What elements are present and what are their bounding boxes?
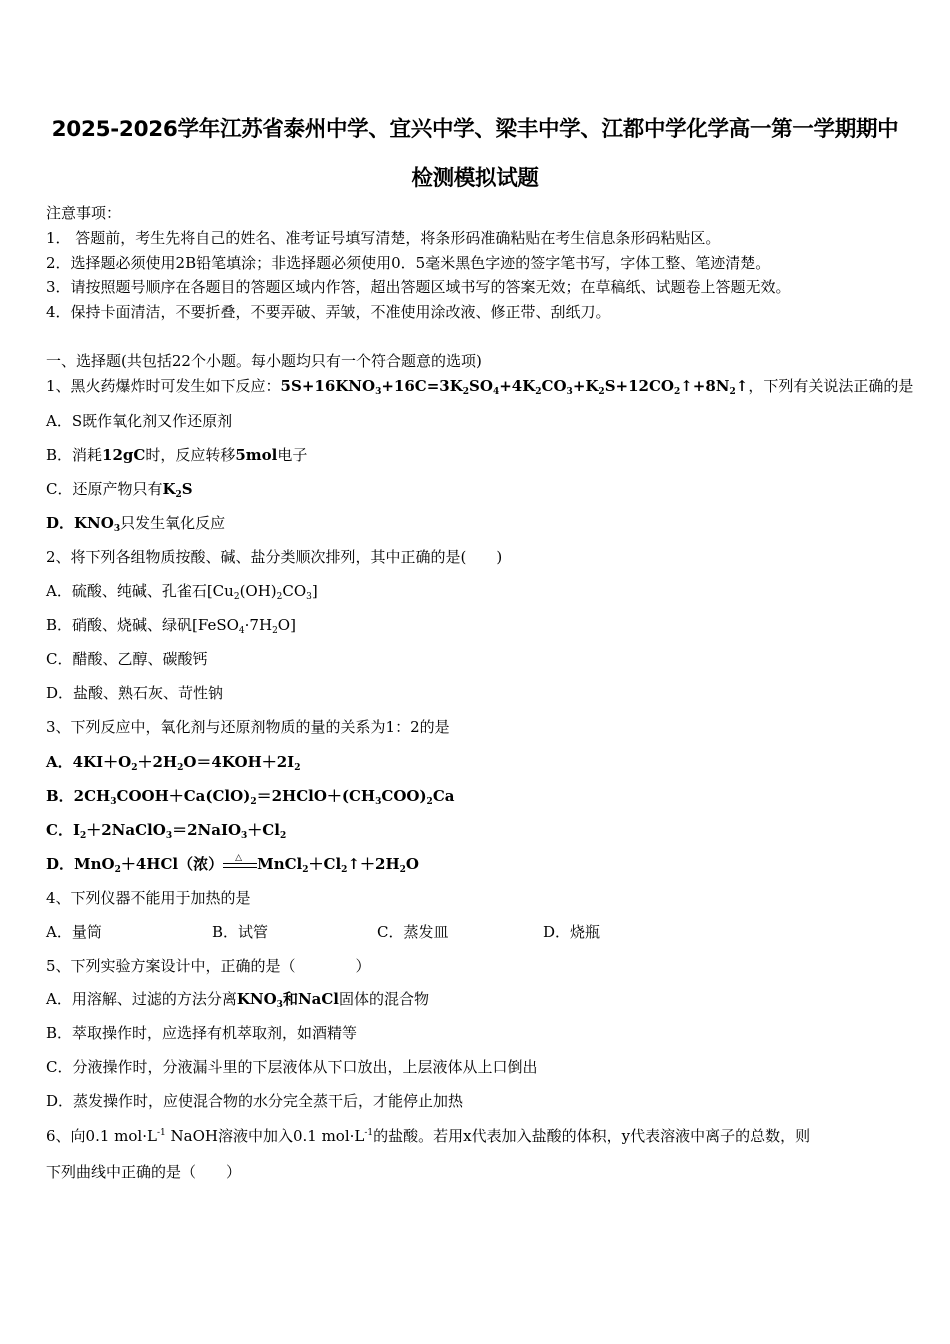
q1-b-text-a: B．消耗 xyxy=(46,446,103,464)
q3-option-b: B．$2CH_3COOH+Ca(ClO)_2=2HClO+(CH_3COO)_2Ca$ xyxy=(46,787,455,807)
page-title-line1: 2025-2026学年江苏省泰州中学、宜兴中学、梁丰中学、江都中学化学高一第一学期期中 xyxy=(51,117,899,142)
q3-stem-text-c: 的是 xyxy=(419,718,450,736)
q3-option-d: D．MnO$_2$＋4HCl（浓） △ $MnCl_2+Cl_2↑+2H_2O$ xyxy=(46,854,419,874)
q1-b-mol: 5mol xyxy=(235,446,278,464)
q3-option-a: A．$4KI+O_2+2H_2O=4KOH+2I_2$ xyxy=(46,753,301,773)
q2-option-c: C．醋酸、乙醇、碳酸钙 xyxy=(46,650,208,668)
q2-stem: 2、将下列各组物质按酸、碱、盐分类顺次排列，其中正确的是( ) xyxy=(46,548,503,566)
notice-item-1: 1． 答题前，考生先将自己的姓名、准考证号填写清楚，将条形码准确粘贴在考生信息条形码粘贴区。 xyxy=(46,229,721,247)
q5-option-c: C．分液操作时，分液漏斗里的下层液体从下口放出，上层液体从上口倒出 xyxy=(46,1058,538,1076)
notice-item-4: 4．保持卡面清洁，不要折叠，不要弄破、弄皱，不准使用涂改液、修正带、刮纸刀。 xyxy=(46,303,611,321)
q1-option-a: A．S既作氧化剂又作还原剂 xyxy=(46,412,233,430)
q5-option-a xyxy=(46,989,429,1009)
q4-option-d: D．烧瓶 xyxy=(543,923,601,941)
q5-option-b: B．萃取操作时，应选择有机萃取剂，如酒精等 xyxy=(46,1024,358,1042)
q2-option-b: B．硝酸、烧碱、绿矾$[FeSO_4\cdot 7H_2O]$ xyxy=(46,616,296,636)
q6-stem-line1: 6、向0.1 $mol\cdot L^{-1}$ NaOH溶液中加入0.1 $mol\cdot L^{-1}$的盐酸。若用x代表加入盐酸的体积，y代表溶液中离子的总数，则 xyxy=(46,1127,811,1145)
q1-b-mass: 12gC xyxy=(102,446,146,464)
q5-a-text-c: 固体的混合物 xyxy=(339,990,430,1008)
q3-option-c: C．$I_2+2NaClO_3=2NaIO_3+Cl_2$ xyxy=(46,821,287,841)
notice-item-3: 3．请按照题号顺序在各题目的答题区域内作答，超出答题区域书写的答案无效；在草稿纸、试题卷上答题无效。 xyxy=(46,278,791,296)
q4-stem: 4、下列仪器不能用于加热的是 xyxy=(46,889,251,907)
q2-option-a: A．硫酸、纯碱、孔雀石$[Cu_2(OH)_2CO_3]$ xyxy=(46,582,318,602)
q1-stem-text-a: 1、黑火药爆炸时可发生如下反应： xyxy=(46,377,281,395)
q6-stem-line2: 下列曲线中正确的是（ ） xyxy=(46,1163,242,1181)
q1-d-text: 只发生氧化反应 xyxy=(120,514,226,532)
notice-heading: 注意事项： xyxy=(46,204,122,222)
q5-a-text-a: A．用溶解、过滤的方法分离 xyxy=(46,990,237,1008)
q1-option-c xyxy=(46,479,193,499)
q3-stem xyxy=(46,717,450,737)
q4-option-c: C．蒸发皿 xyxy=(377,923,449,941)
q1-b-text-c: 时，反应转移 xyxy=(145,446,236,464)
q5-option-d: D．蒸发操作时，应使混合物的水分完全蒸干后，才能停止加热 xyxy=(46,1092,464,1110)
q1-equation: $5S+16KNO_3+16C=3K_2SO_4+4K_2CO_3+K_2S+12CO_2↑+8N_2↑$ xyxy=(280,377,749,397)
q1-c-formula: $K_2S$ xyxy=(162,480,193,500)
q3-ratio: 1：2 xyxy=(385,718,420,736)
q1-d-formula: D．$KNO_3$ xyxy=(46,514,121,534)
q1-option-d xyxy=(46,513,225,533)
q3-stem-text-a: 3、下列反应中，氧化剂与还原剂物质的量的关系为 xyxy=(46,718,386,736)
q4-option-a: A．量筒 xyxy=(46,923,102,941)
q1-c-text: C．还原产物只有 xyxy=(46,480,163,498)
notice-item-2: 2．选择题必须使用2B铅笔填涂；非选择题必须使用0．5毫米黑色字迹的签字笔书写，字体工整、笔迹清楚。 xyxy=(46,254,771,272)
heating-triangle-icon: △ xyxy=(235,853,243,863)
q5-stem: 5、下列实验方案设计中，正确的是（ ） xyxy=(46,957,371,975)
q5-a-formulas: $KNO_3$和NaCl xyxy=(236,990,340,1010)
heating-condition-sign xyxy=(223,854,257,874)
q1-stem-text-b: ，下列有关说法正确的是 xyxy=(748,377,914,395)
q1-option-b xyxy=(46,445,307,465)
page-title-line2: 检测模拟试题 xyxy=(411,166,539,191)
q4-option-b: B．试管 xyxy=(212,923,269,941)
q1-b-text-e: 电子 xyxy=(277,446,308,464)
q1-stem xyxy=(46,376,913,396)
q2-option-d: D．盐酸、熟石灰、苛性钠 xyxy=(46,684,224,702)
section-heading: 一、选择题(共包括22个小题。每小题均只有一个符合题意的选项) xyxy=(46,352,482,370)
